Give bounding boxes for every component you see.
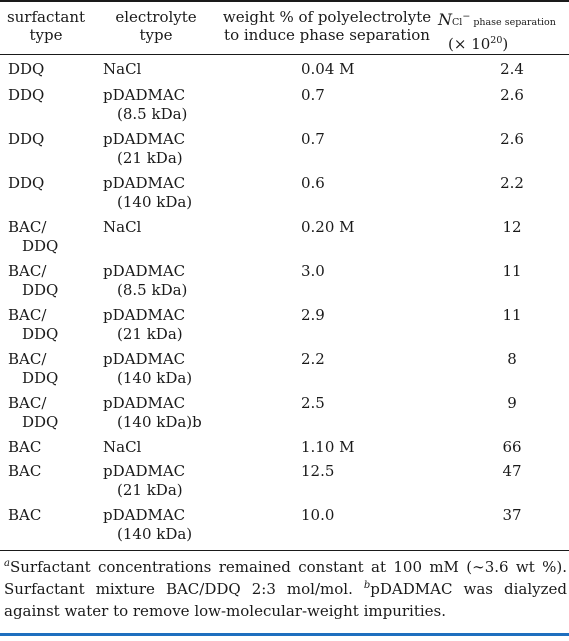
cell-electrolyte — [103, 60, 293, 79]
cell-electrolyte — [103, 86, 293, 124]
header-rule — [0, 54, 569, 55]
surfactant-text: DDQ — [8, 60, 45, 78]
cell-n-cl — [482, 306, 542, 325]
cell-surfactant — [8, 506, 98, 525]
electrolyte-mass — [103, 325, 293, 344]
header-text: type — [139, 26, 173, 44]
cell-weight — [301, 506, 441, 525]
electrolyte-mass-text: (140 kDa) — [117, 369, 193, 387]
electrolyte-mass-text: (140 kDa) — [117, 525, 193, 543]
cell-surfactant — [8, 438, 98, 457]
electrolyte-text: pDADMAC — [103, 262, 186, 280]
cell-n-cl — [482, 262, 542, 281]
cell-surfactant — [8, 174, 98, 193]
surfactant-text: BAC/ — [8, 306, 47, 324]
weight-value: 1.10 M — [301, 438, 355, 456]
surfactant-text: DDQ — [8, 86, 45, 104]
cell-n-cl — [482, 174, 542, 193]
n-cl-value: 12 — [502, 218, 522, 236]
surfactant-text: BAC/ — [8, 218, 47, 236]
cell-weight — [301, 394, 441, 413]
surfactant-text: BAC — [8, 462, 42, 480]
electrolyte-mass — [103, 281, 293, 300]
cell-weight — [301, 306, 441, 325]
n-cl-value: 11 — [502, 306, 522, 324]
electrolyte-text: pDADMAC — [103, 350, 186, 368]
electrolyte-text: pDADMAC — [103, 394, 186, 412]
n-cl-value: 2.6 — [500, 86, 524, 104]
cell-n-cl — [482, 438, 542, 457]
table-footnote — [4, 556, 567, 622]
footnote-text: Surfactant concentrations remained constant at 100 mM (∼3.6 wt %). Surfactant mixture BAC/DDQ 2:3 mol/mol. — [4, 558, 567, 598]
cell-weight — [301, 130, 441, 149]
header-n-cl — [438, 8, 569, 53]
surfactant-text: BAC — [8, 438, 42, 456]
surfactant-text-cont: DDQ — [22, 325, 59, 343]
footnote-mark: a — [4, 558, 10, 569]
electrolyte-text: pDADMAC — [103, 174, 186, 192]
weight-value: 2.9 — [301, 306, 325, 324]
footnote-mark: b — [363, 580, 371, 591]
cell-surfactant — [8, 262, 98, 300]
footnote-text: pDADMAC was dialyzed against water to remove low-molecular-weight impurities. — [4, 580, 567, 620]
header-superscript: − — [462, 11, 471, 22]
electrolyte-text: pDADMAC — [103, 506, 186, 524]
cell-weight — [301, 60, 441, 79]
surfactant-text-cont: DDQ — [22, 369, 59, 387]
header-text: type — [29, 26, 63, 44]
weight-value: 0.04 M — [301, 60, 355, 78]
accent-rule — [0, 633, 569, 636]
cell-electrolyte — [103, 506, 293, 544]
cell-weight — [301, 438, 441, 457]
electrolyte-text: pDADMAC — [103, 130, 186, 148]
electrolyte-text: NaCl — [103, 438, 142, 456]
n-cl-value: 37 — [502, 506, 522, 524]
cell-electrolyte — [103, 306, 293, 344]
cell-n-cl — [482, 86, 542, 105]
electrolyte-mass — [103, 193, 293, 212]
n-cl-value: 2.4 — [500, 60, 524, 78]
electrolyte-mass-text: (21 kDa) — [117, 149, 183, 167]
n-cl-value: 9 — [507, 394, 517, 412]
electrolyte-text: pDADMAC — [103, 462, 186, 480]
cell-weight — [301, 174, 441, 193]
header-weight-percent — [221, 8, 433, 44]
header-subscript: phase separation — [473, 17, 556, 28]
n-cl-value: 2.2 — [500, 174, 524, 192]
cell-n-cl — [482, 218, 542, 237]
surfactant-text: BAC/ — [8, 262, 47, 280]
surfactant-text: BAC — [8, 506, 42, 524]
electrolyte-text: NaCl — [103, 218, 142, 236]
electrolyte-mass — [103, 369, 293, 388]
weight-value: 0.7 — [301, 86, 325, 104]
weight-value: 10.0 — [301, 506, 335, 524]
n-cl-value: 66 — [502, 438, 522, 456]
electrolyte-mass-text: (8.5 kDa) — [117, 105, 188, 123]
cell-surfactant — [8, 130, 98, 149]
cell-surfactant — [8, 218, 98, 256]
cell-weight — [301, 218, 441, 237]
cell-weight — [301, 262, 441, 281]
weight-value: 0.20 M — [301, 218, 355, 236]
header-surfactant-type — [4, 8, 88, 44]
footnote-ref: b — [192, 413, 202, 431]
weight-value: 0.6 — [301, 174, 325, 192]
electrolyte-text: NaCl — [103, 60, 142, 78]
cell-n-cl — [482, 462, 542, 481]
weight-value: 2.2 — [301, 350, 325, 368]
surfactant-text-cont: DDQ — [22, 281, 59, 299]
cell-electrolyte — [103, 462, 293, 500]
electrolyte-text: pDADMAC — [103, 306, 186, 324]
electrolyte-mass-text: (140 kDa) — [117, 193, 193, 211]
electrolyte-mass-text: (21 kDa) — [117, 481, 183, 499]
weight-value: 12.5 — [301, 462, 335, 480]
surfactant-text-cont: DDQ — [22, 237, 59, 255]
surfactant-text: DDQ — [8, 174, 45, 192]
surfactant-text-cont: DDQ — [22, 413, 59, 431]
electrolyte-mass-text: (8.5 kDa) — [117, 281, 188, 299]
electrolyte-text: pDADMAC — [103, 86, 186, 104]
header-symbol: N — [438, 10, 452, 29]
cell-electrolyte — [103, 130, 293, 168]
n-cl-value: 47 — [502, 462, 522, 480]
cell-n-cl — [482, 394, 542, 413]
header-subscript: Cl — [452, 17, 463, 28]
cell-surfactant — [8, 350, 98, 388]
cell-n-cl — [482, 350, 542, 369]
electrolyte-mass-text: (21 kDa) — [117, 325, 183, 343]
cell-surfactant — [8, 462, 98, 481]
cell-electrolyte — [103, 262, 293, 300]
cell-surfactant — [8, 394, 98, 432]
surfactant-text: DDQ — [8, 130, 45, 148]
header-text: weight % of polyelectrolyte — [222, 8, 432, 26]
header-electrolyte-type — [101, 8, 211, 44]
n-cl-value: 11 — [502, 262, 522, 280]
electrolyte-mass — [103, 525, 293, 544]
electrolyte-mass — [103, 413, 293, 432]
header-text: surfactant — [6, 8, 86, 26]
n-cl-value: 8 — [507, 350, 517, 368]
cell-electrolyte — [103, 174, 293, 212]
electrolyte-mass — [103, 481, 293, 500]
cell-surfactant — [8, 306, 98, 344]
cell-electrolyte — [103, 218, 293, 237]
electrolyte-mass — [103, 149, 293, 168]
header-text: electrolyte — [115, 8, 197, 26]
surfactant-text: BAC/ — [8, 394, 47, 412]
cell-electrolyte — [103, 438, 293, 457]
cell-electrolyte — [103, 394, 293, 432]
surfactant-text: BAC/ — [8, 350, 47, 368]
header-scale: (× $10^{20}$) — [448, 35, 509, 53]
cell-n-cl — [482, 506, 542, 525]
cell-n-cl — [482, 130, 542, 149]
cell-weight — [301, 462, 441, 481]
cell-surfactant — [8, 86, 98, 105]
weight-value: 0.7 — [301, 130, 325, 148]
weight-value: 2.5 — [301, 394, 325, 412]
top-rule — [0, 0, 569, 2]
cell-weight — [301, 86, 441, 105]
electrolyte-mass — [103, 105, 293, 124]
bottom-rule — [0, 550, 569, 551]
cell-surfactant — [8, 60, 98, 79]
electrolyte-mass-text: (140 kDa) — [117, 413, 193, 431]
header-text: to induce phase separation — [224, 26, 430, 44]
weight-value: 3.0 — [301, 262, 325, 280]
cell-n-cl — [482, 60, 542, 79]
cell-weight — [301, 350, 441, 369]
cell-electrolyte — [103, 350, 293, 388]
n-cl-value: 2.6 — [500, 130, 524, 148]
